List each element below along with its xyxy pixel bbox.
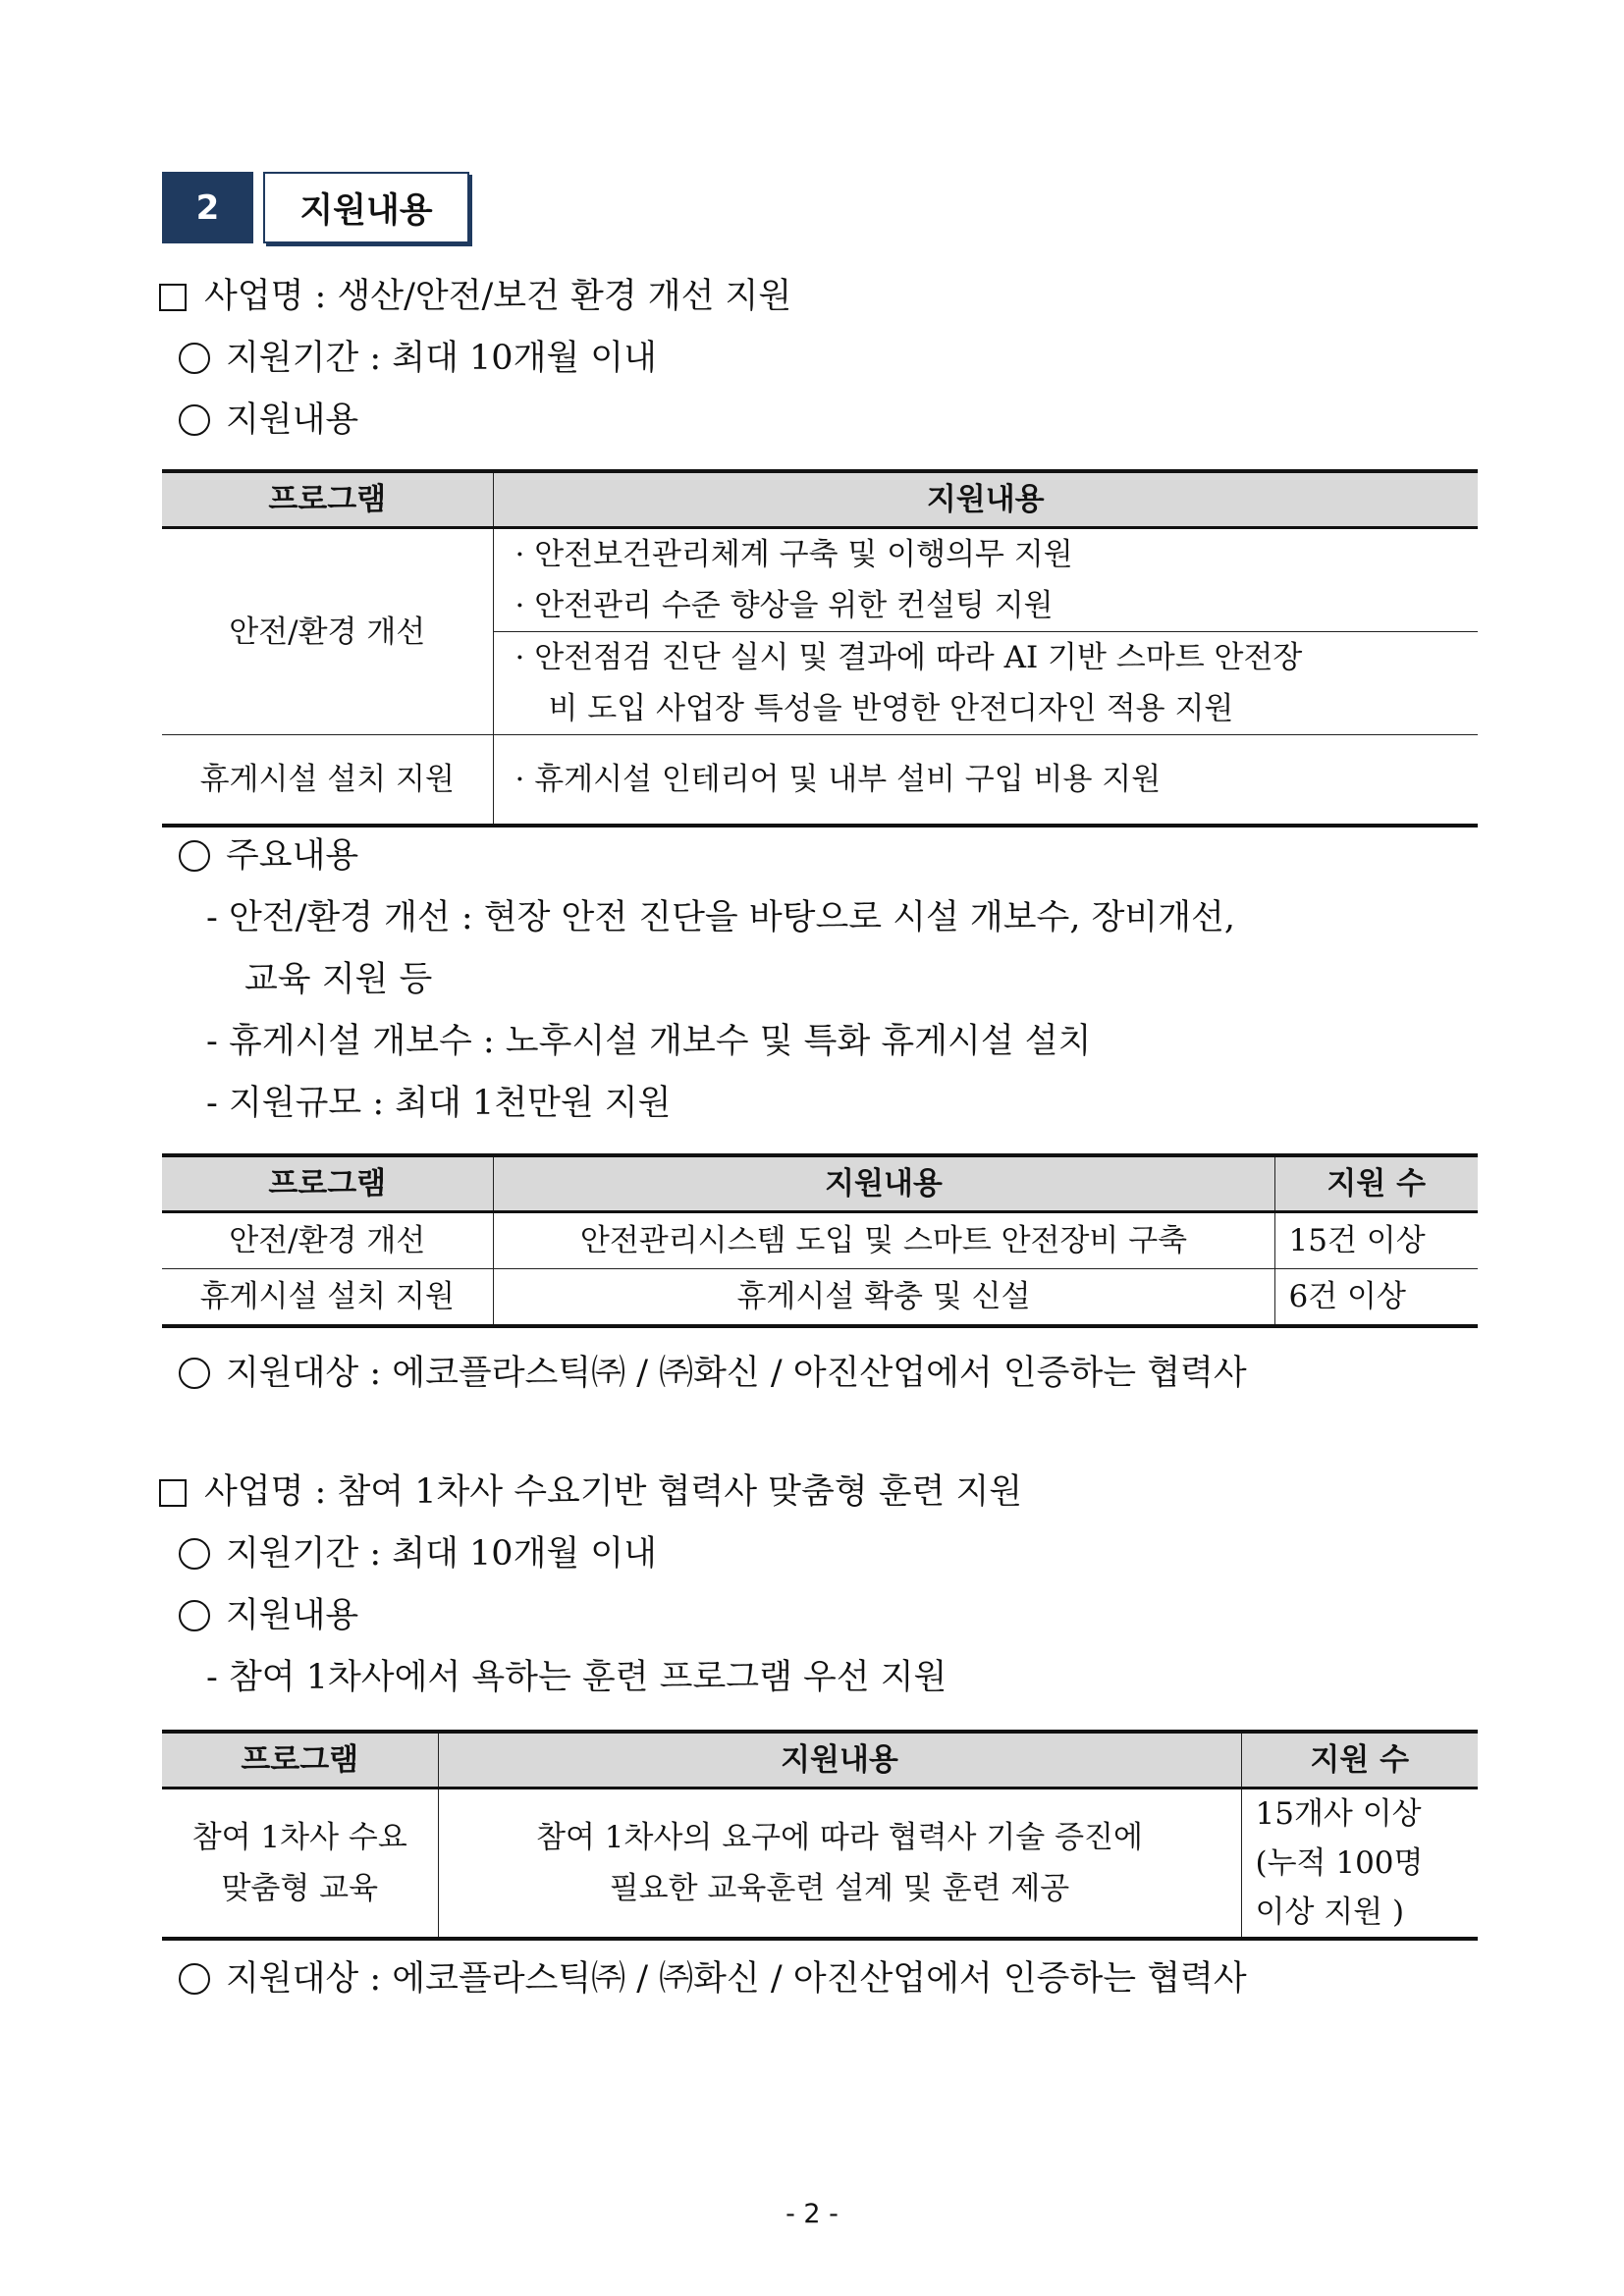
content-line: 필요한 교육훈련 설계 및 훈련 제공 — [609, 1871, 1070, 1906]
table-cell-program: 휴게시설 설치 지원 — [162, 1269, 493, 1327]
circle-bullet-icon — [179, 1963, 210, 1995]
project1-table1 — [162, 469, 1478, 828]
checkbox-square-icon — [159, 1479, 187, 1507]
table-header-count: 지원 수 — [1274, 1155, 1478, 1212]
project1-period-text: 지원기간 : 최대 10개월 이내 — [226, 339, 657, 378]
table-row — [162, 1212, 1478, 1269]
table-cell-count — [1241, 1789, 1478, 1940]
project1-name-line — [159, 275, 791, 318]
project1-main-heading — [179, 834, 358, 878]
checkbox-square-icon — [159, 284, 187, 311]
circle-bullet-icon — [179, 840, 210, 872]
table-cell-count: 6건 이상 — [1274, 1269, 1478, 1327]
project1-main-item: - 안전/환경 개선 : 현장 안전 진단을 바탕으로 시설 개보수, 장비개선, — [206, 898, 1235, 937]
table-header-program: 프로그램 — [162, 1732, 438, 1789]
table-cell-program: 휴게시설 설치 지원 — [162, 735, 493, 827]
page-number: - 2 - — [785, 2199, 839, 2229]
project2-period-text: 지원기간 : 최대 10개월 이내 — [226, 1534, 657, 1574]
table-header-program: 프로그램 — [162, 1155, 493, 1212]
content-line: 참여 1차사의 요구에 따라 협력사 기술 증진에 — [536, 1820, 1143, 1855]
table-header-program: 프로그램 — [162, 471, 493, 528]
circle-bullet-icon — [179, 1358, 210, 1389]
section-title: 지원내용 — [263, 172, 469, 243]
project1-target-text: 지원대상 : 에코플라스틱㈜ / ㈜화신 / 아진산업에서 인증하는 협력사 — [226, 1354, 1247, 1393]
count-line: (누적 100명 — [1255, 1845, 1424, 1881]
project1-main-heading-text: 주요내용 — [226, 836, 359, 876]
circle-bullet-icon — [179, 1538, 210, 1570]
table-header-count: 지원 수 — [1241, 1732, 1478, 1789]
table-cell-program: 안전/환경 개선 — [162, 1212, 493, 1269]
bullet-item: · 안전보건관리체계 구축 및 이행의무 지원 — [514, 537, 1073, 572]
table-header-content: 지원내용 — [493, 1155, 1274, 1212]
table-cell-count: 15건 이상 — [1274, 1212, 1478, 1269]
program-line: 맞춤형 교육 — [221, 1871, 379, 1906]
project2-name-text: 사업명 : 참여 1차사 수요기반 협력사 맞춤형 훈련 지원 — [204, 1472, 1023, 1512]
project2-content-heading-text: 지원내용 — [226, 1596, 359, 1635]
bullet-item: · 안전관리 수준 향상을 위한 컨설팅 지원 — [514, 588, 1054, 623]
table-cell-content — [438, 1789, 1241, 1940]
project1-table2 — [162, 1153, 1478, 1328]
table-cell-program — [162, 1789, 438, 1940]
table-header-content: 지원내용 — [438, 1732, 1241, 1789]
table-cell-content: · 휴게시설 인테리어 및 내부 설비 구입 비용 지원 — [493, 735, 1478, 827]
project2-period-line — [179, 1532, 657, 1575]
project1-target-line — [179, 1352, 1247, 1395]
circle-bullet-icon — [179, 404, 210, 436]
project1-main-item-continuation: 교육 지원 등 — [244, 960, 433, 999]
count-line: 이상 지원 ) — [1255, 1895, 1405, 1930]
project2-name-line — [159, 1470, 1022, 1514]
project1-name-text: 사업명 : 생산/안전/보건 환경 개선 지원 — [204, 277, 792, 316]
table-cell-content — [493, 528, 1478, 735]
bullet-item: · 안전점검 진단 실시 및 결과에 따라 AI 기반 스마트 안전장 — [494, 631, 1479, 683]
program-line: 참여 1차사 수요 — [191, 1820, 407, 1855]
section-number-badge: 2 — [162, 172, 253, 243]
table-cell-content: 안전관리시스템 도입 및 스마트 안전장비 구축 — [493, 1212, 1274, 1269]
table-row — [162, 1269, 1478, 1327]
circle-bullet-icon — [179, 1600, 210, 1631]
project2-content-item: - 참여 1차사에서 욕하는 훈련 프로그램 우선 지원 — [206, 1658, 947, 1697]
project2-target-text: 지원대상 : 에코플라스틱㈜ / ㈜화신 / 아진산업에서 인증하는 협력사 — [226, 1959, 1247, 1999]
table-row — [162, 1789, 1478, 1940]
project1-period-line — [179, 337, 657, 380]
count-line: 15개사 이상 — [1255, 1796, 1422, 1832]
table-cell-content: 휴게시설 확충 및 신설 — [493, 1269, 1274, 1327]
project1-content-heading — [179, 399, 358, 442]
project2-content-heading — [179, 1594, 358, 1637]
table-cell-program: 안전/환경 개선 — [162, 528, 493, 735]
bullet-item-continuation: 비 도입 사업장 특성을 반영한 안전디자인 적용 지원 — [548, 691, 1234, 726]
project1-main-item: - 휴게시설 개보수 : 노후시설 개보수 및 특화 휴게시설 설치 — [206, 1022, 1092, 1061]
circle-bullet-icon — [179, 343, 210, 374]
project2-table — [162, 1730, 1478, 1941]
table-header-content: 지원내용 — [493, 471, 1478, 528]
table-row — [162, 735, 1478, 827]
project2-target-line — [179, 1957, 1247, 2001]
project1-main-item: - 지원규모 : 최대 1천만원 지원 — [206, 1084, 672, 1123]
table-row — [162, 528, 1478, 735]
project1-content-heading-text: 지원내용 — [226, 400, 359, 440]
